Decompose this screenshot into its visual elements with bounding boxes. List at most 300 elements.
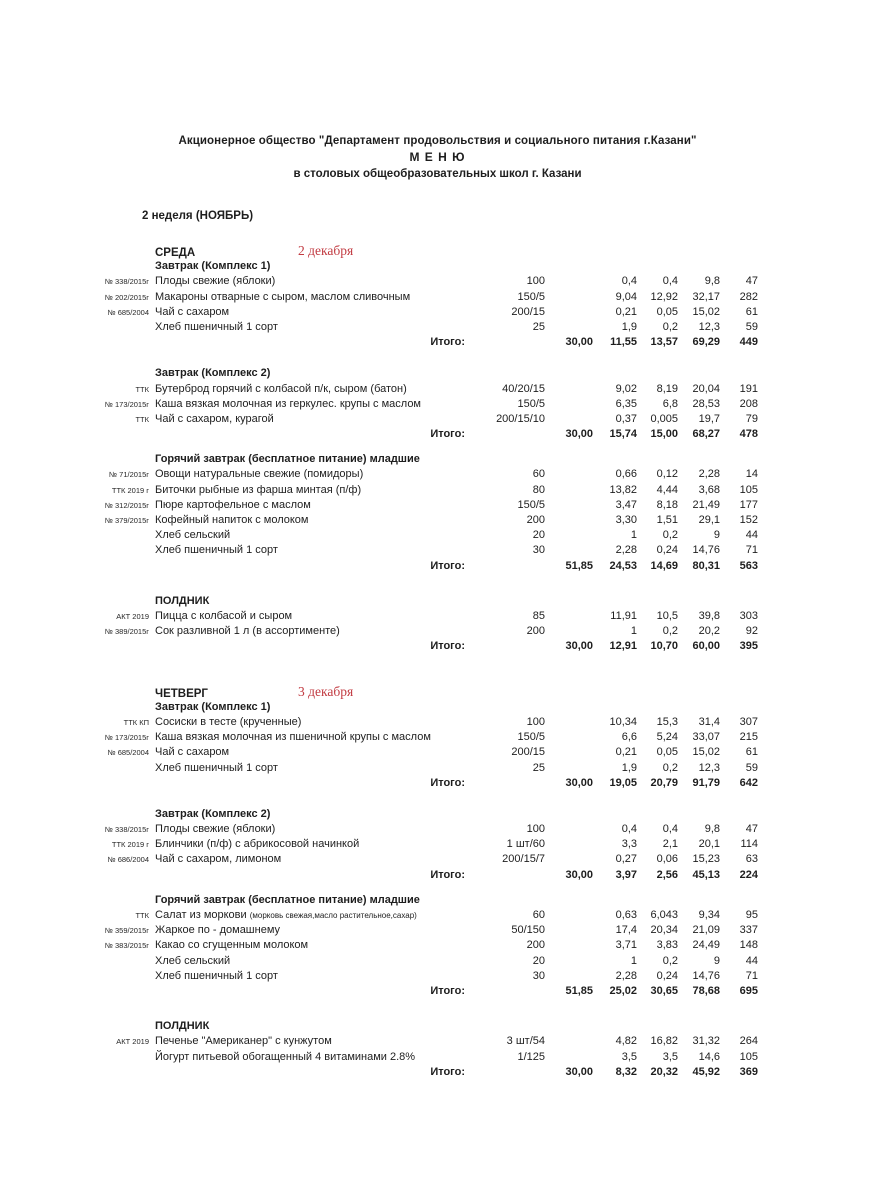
item-fat: 4,44 <box>656 483 678 496</box>
section-title: ПОЛДНИК <box>155 594 210 607</box>
item-fat: 20,34 <box>650 924 678 937</box>
menu-item-row <box>87 624 875 639</box>
item-name-note: (морковь свежая,масло растительное,сахар) <box>249 911 417 921</box>
totals-kcal: 395 <box>739 640 758 653</box>
item-recipe-ref <box>87 969 155 984</box>
meal-section <box>87 594 875 655</box>
item-name-text: Хлеб сельский <box>155 529 231 542</box>
totals-protein: 19,05 <box>609 776 637 789</box>
item-fat: 0,005 <box>650 412 678 425</box>
item-portion: 60 <box>532 468 545 481</box>
item-name <box>155 382 487 398</box>
item-portion: 200 <box>526 939 545 952</box>
item-price <box>545 528 593 543</box>
item-name-text: Хлеб пшеничный 1 сорт <box>155 761 278 774</box>
item-fat: 0,2 <box>662 761 678 774</box>
item-name <box>155 908 487 924</box>
totals-fat: 2,56 <box>656 868 678 881</box>
item-kcal: 148 <box>739 939 758 952</box>
item-carbs: 9,8 <box>704 275 720 288</box>
item-kcal: 282 <box>739 290 758 303</box>
item-fat: 0,4 <box>662 275 678 288</box>
totals-fat: 30,65 <box>650 984 678 997</box>
menu-item-row <box>87 609 875 624</box>
item-recipe-ref <box>87 954 155 969</box>
item-kcal: 307 <box>739 715 758 728</box>
meal-section <box>87 807 875 883</box>
menu-item-row <box>87 730 875 745</box>
totals-protein: 25,02 <box>609 984 637 997</box>
item-kcal: 59 <box>745 761 758 774</box>
item-name <box>155 624 487 640</box>
item-recipe-ref: ТТК <box>135 414 149 424</box>
item-name-text: Каша вязкая молочная из геркулес. крупы с маслом <box>155 397 421 410</box>
totals-protein: 12,91 <box>609 640 637 653</box>
item-fat: 0,2 <box>662 529 678 542</box>
totals-carbs: 69,29 <box>692 336 720 349</box>
item-fat: 10,5 <box>656 610 678 622</box>
item-protein: 9,04 <box>615 290 637 303</box>
totals-protein: 3,97 <box>615 868 637 881</box>
item-price <box>545 467 593 483</box>
menu-item-row <box>87 320 875 335</box>
item-protein: 1,9 <box>621 761 637 774</box>
item-name <box>155 730 487 746</box>
item-portion: 150/5 <box>517 731 545 744</box>
item-carbs: 14,76 <box>692 544 720 557</box>
handwritten-date-annotation: 3 декабря <box>298 683 354 699</box>
totals-kcal: 224 <box>739 868 758 881</box>
item-protein: 0,4 <box>621 823 637 836</box>
item-name <box>155 852 487 868</box>
menu-item-row <box>87 715 875 730</box>
item-name-text: Чай с сахаром, курагой <box>155 412 274 425</box>
totals-row <box>87 335 875 350</box>
menu-item-row <box>87 1034 875 1049</box>
totals-fat: 14,69 <box>650 559 678 572</box>
item-price <box>545 923 593 939</box>
handwritten-date-annotation: 2 декабря <box>298 243 354 258</box>
totals-label: Итого: <box>430 776 465 789</box>
day-header <box>87 244 875 259</box>
menu-item-row <box>87 483 875 498</box>
totals-row <box>87 639 875 654</box>
item-name-text: Овощи натуральные свежие (помидоры) <box>155 468 364 481</box>
item-kcal: 61 <box>745 305 758 318</box>
item-name-text: Салат из моркови <box>155 909 247 922</box>
item-carbs: 9 <box>713 954 720 967</box>
item-name <box>155 1050 487 1065</box>
item-protein: 2,28 <box>615 544 637 557</box>
totals-price: 30,00 <box>565 1065 593 1078</box>
item-protein: 1,9 <box>621 320 637 333</box>
item-portion: 3 шт/54 <box>506 1035 545 1048</box>
item-recipe-ref <box>87 1050 155 1065</box>
item-name-text: Жаркое по - домашнему <box>155 924 281 937</box>
item-recipe-ref: № 173/2015г <box>104 733 149 743</box>
item-protein: 0,21 <box>615 746 637 759</box>
item-carbs: 32,17 <box>692 290 720 303</box>
item-fat: 0,12 <box>656 468 678 481</box>
menu-item-row <box>87 513 875 528</box>
item-portion: 200 <box>526 625 545 638</box>
item-fat: 3,5 <box>662 1050 678 1063</box>
section-title: Завтрак (Комплекс 1) <box>155 260 271 273</box>
item-kcal: 215 <box>739 731 758 744</box>
item-fat: 0,2 <box>662 954 678 967</box>
item-price <box>545 397 593 413</box>
item-price <box>545 715 593 731</box>
menu-item-row <box>87 852 875 867</box>
totals-price: 51,85 <box>565 984 593 997</box>
item-recipe-ref: ТТК 2019 г <box>111 840 149 850</box>
totals-row <box>87 427 875 442</box>
totals-portion-spacer <box>487 776 545 791</box>
item-recipe-ref: ТТК 2019 г <box>111 485 149 495</box>
item-carbs: 21,49 <box>692 498 720 511</box>
item-price <box>545 483 593 499</box>
item-name-text: Хлеб пшеничный 1 сорт <box>155 969 278 982</box>
page-subtitle: в столовых общеобразовательных школ г. Казани <box>293 168 582 180</box>
totals-portion-spacer <box>487 335 545 350</box>
item-fat: 0,05 <box>656 305 678 318</box>
item-name-text: Блинчики (п/ф) с абрикосовой начинкой <box>155 838 360 851</box>
item-name <box>155 954 487 969</box>
item-kcal: 105 <box>739 1050 758 1063</box>
item-recipe-ref: № 202/2015г <box>104 292 149 302</box>
item-portion: 150/5 <box>517 397 545 410</box>
totals-label: Итого: <box>430 428 465 441</box>
item-name <box>155 290 487 306</box>
item-carbs: 9 <box>713 529 720 542</box>
totals-row <box>87 776 875 791</box>
menu-item-row <box>87 274 875 289</box>
item-name-text: Бутерброд горячий с колбасой п/к, сыром (батон) <box>155 382 407 395</box>
item-recipe-ref: № 71/2015г <box>109 470 149 480</box>
item-fat: 1,51 <box>656 514 678 527</box>
item-price <box>545 290 593 306</box>
item-protein: 3,30 <box>615 514 637 527</box>
item-price <box>545 954 593 969</box>
item-portion: 1/125 <box>517 1050 545 1063</box>
item-fat: 0,2 <box>662 625 678 638</box>
item-carbs: 20,1 <box>698 838 720 851</box>
item-fat: 16,82 <box>650 1035 678 1048</box>
item-kcal: 71 <box>745 544 758 557</box>
item-carbs: 12,3 <box>698 320 720 333</box>
menu-item-row <box>87 761 875 776</box>
item-kcal: 44 <box>745 529 758 542</box>
item-fat: 6,8 <box>662 397 678 410</box>
item-protein: 0,37 <box>615 412 637 425</box>
item-kcal: 303 <box>739 610 758 622</box>
totals-kcal: 695 <box>739 984 758 997</box>
totals-fat: 20,32 <box>650 1065 678 1078</box>
item-name-text: Йогурт питьевой обогащенный 4 витаминами 2.8% <box>155 1050 416 1063</box>
item-protein: 3,3 <box>621 838 637 851</box>
totals-row <box>87 868 875 883</box>
totals-kcal: 642 <box>739 776 758 789</box>
item-portion: 150/5 <box>517 290 545 303</box>
item-carbs: 9,34 <box>698 909 720 922</box>
menu-item-row <box>87 543 875 558</box>
organization-title: Акционерное общество "Департамент продовольствия и социального питания г.Казани" <box>178 135 697 147</box>
meal-section <box>87 700 875 791</box>
item-fat: 0,2 <box>662 320 678 333</box>
item-carbs: 29,1 <box>698 514 720 527</box>
item-price <box>545 1034 593 1050</box>
item-protein: 0,63 <box>615 909 637 922</box>
totals-portion-spacer <box>487 427 545 442</box>
item-protein: 0,66 <box>615 468 637 481</box>
menu-item-row <box>87 305 875 320</box>
item-carbs: 39,8 <box>698 610 720 622</box>
menu-item-row <box>87 1050 875 1065</box>
item-price <box>545 305 593 321</box>
menu-item-row <box>87 290 875 305</box>
item-name-text: Хлеб пшеничный 1 сорт <box>155 544 278 557</box>
item-name <box>155 938 487 954</box>
item-protein: 2,28 <box>615 969 637 982</box>
item-kcal: 177 <box>739 498 758 511</box>
totals-protein: 8,32 <box>615 1065 637 1078</box>
item-recipe-ref: № 338/2015г <box>104 277 149 287</box>
item-protein: 11,91 <box>610 610 637 622</box>
item-recipe-ref <box>87 528 155 543</box>
item-name-text: Сосиски в тесте (крученные) <box>155 715 302 728</box>
item-portion: 60 <box>532 909 545 922</box>
item-price <box>545 908 593 924</box>
section-title: Завтрак (Комплекс 1) <box>155 700 271 713</box>
totals-label: Итого: <box>430 640 465 653</box>
item-portion: 1 шт/60 <box>506 838 545 851</box>
totals-price: 30,00 <box>565 640 593 653</box>
item-carbs: 28,53 <box>692 397 720 410</box>
item-recipe-ref: № 383/2015г <box>104 941 149 951</box>
totals-price: 30,00 <box>565 776 593 789</box>
meal-section <box>87 1019 875 1080</box>
item-kcal: 14 <box>745 468 758 481</box>
item-carbs: 21,09 <box>692 924 720 937</box>
item-name-text: Чай с сахаром, лимоном <box>155 853 282 866</box>
meal-section <box>87 893 875 999</box>
item-name <box>155 837 487 853</box>
day-header <box>87 685 875 700</box>
item-carbs: 14,76 <box>692 969 720 982</box>
item-price <box>545 761 593 776</box>
section-title: ПОЛДНИК <box>155 1020 210 1033</box>
totals-portion-spacer <box>487 1065 545 1080</box>
totals-row <box>87 984 875 999</box>
item-name-text: Плоды свежие (яблоки) <box>155 275 276 288</box>
item-name-text: Хлеб сельский <box>155 954 231 967</box>
item-name <box>155 822 487 838</box>
menu-item-row <box>87 397 875 412</box>
item-fat: 2,1 <box>662 838 678 851</box>
item-carbs: 19,7 <box>698 412 720 425</box>
item-kcal: 47 <box>745 275 758 288</box>
day-title: ЧЕТВЕРГ <box>155 687 208 700</box>
item-price <box>545 1050 593 1065</box>
item-recipe-ref: № 685/2004 <box>107 307 149 317</box>
item-price <box>545 609 593 625</box>
day-block <box>87 685 875 1080</box>
totals-portion-spacer <box>487 984 545 999</box>
item-name-text: Сок разливной 1 л (в ассортименте) <box>155 625 340 638</box>
totals-carbs: 45,92 <box>692 1065 720 1078</box>
item-portion: 40/20/15 <box>502 382 545 395</box>
item-name <box>155 969 487 984</box>
menu-item-row <box>87 822 875 837</box>
menu-item-row <box>87 938 875 953</box>
totals-label: Итого: <box>430 336 465 349</box>
item-protein: 6,6 <box>621 731 637 744</box>
item-recipe-ref: № 379/2015г <box>104 516 149 526</box>
item-portion: 85 <box>532 610 545 622</box>
item-recipe-ref: № 389/2015г <box>104 627 149 637</box>
totals-carbs: 60,00 <box>692 640 720 653</box>
item-portion: 100 <box>526 715 545 728</box>
totals-row <box>87 559 875 574</box>
item-kcal: 337 <box>739 924 758 937</box>
item-kcal: 63 <box>745 853 758 866</box>
item-protein: 1 <box>630 529 637 542</box>
item-price <box>545 412 593 428</box>
section-title: Завтрак (Комплекс 2) <box>155 367 271 380</box>
item-name <box>155 513 487 529</box>
totals-fat: 13,57 <box>650 336 678 349</box>
totals-kcal: 449 <box>739 336 758 349</box>
item-carbs: 15,02 <box>692 746 720 759</box>
totals-kcal: 369 <box>739 1065 758 1078</box>
item-name-text: Биточки рыбные из фарша минтая (п/ф) <box>155 483 362 496</box>
item-carbs: 31,32 <box>692 1035 720 1048</box>
day-title: СРЕДА <box>155 247 196 259</box>
item-name <box>155 543 487 558</box>
totals-carbs: 45,13 <box>692 868 720 881</box>
item-price <box>545 730 593 746</box>
item-portion: 150/5 <box>517 498 545 511</box>
totals-protein: 24,53 <box>609 559 637 572</box>
item-name <box>155 528 487 543</box>
totals-protein: 15,74 <box>609 428 637 441</box>
item-portion: 200/15/7 <box>502 853 545 866</box>
item-price <box>545 498 593 514</box>
item-price <box>545 320 593 335</box>
item-price <box>545 624 593 640</box>
menu-body <box>0 244 875 1080</box>
item-portion: 25 <box>532 761 545 774</box>
item-fat: 5,24 <box>656 731 678 744</box>
item-name <box>155 397 487 413</box>
page-title: М Е Н Ю <box>409 150 466 164</box>
item-protein: 9,02 <box>615 382 637 395</box>
item-name <box>155 320 487 335</box>
item-protein: 0,4 <box>621 275 637 288</box>
item-kcal: 152 <box>739 514 758 527</box>
item-name-text: Макароны отварные с сыром, маслом сливочным <box>155 290 411 303</box>
item-name <box>155 498 487 514</box>
item-fat: 0,05 <box>656 746 678 759</box>
item-fat: 6,043 <box>650 909 678 922</box>
item-name <box>155 609 487 625</box>
item-carbs: 12,3 <box>698 761 720 774</box>
item-fat: 8,19 <box>656 382 678 395</box>
item-name-text: Плоды свежие (яблоки) <box>155 823 276 836</box>
item-portion: 25 <box>532 320 545 333</box>
item-recipe-ref: АКТ 2019 <box>116 612 149 621</box>
item-portion: 30 <box>532 969 545 982</box>
item-protein: 1 <box>630 625 637 638</box>
item-carbs: 15,23 <box>692 853 720 866</box>
item-carbs: 20,2 <box>698 625 720 638</box>
item-recipe-ref: ТТК <box>135 911 149 921</box>
item-recipe-ref: № 359/2015г <box>104 926 149 936</box>
item-kcal: 47 <box>745 823 758 836</box>
section-title: Горячий завтрак (бесплатное питание) младшие <box>155 453 420 466</box>
totals-carbs: 80,31 <box>692 559 720 572</box>
item-price <box>545 745 593 761</box>
item-name-text: Пицца с колбасой и сыром <box>155 610 293 622</box>
item-kcal: 208 <box>739 397 758 410</box>
item-fat: 15,3 <box>656 715 678 728</box>
meal-section <box>87 366 875 442</box>
item-fat: 3,83 <box>656 939 678 952</box>
item-fat: 12,92 <box>650 290 678 303</box>
item-recipe-ref: № 338/2015г <box>104 825 149 835</box>
totals-price: 51,85 <box>565 559 593 572</box>
item-name-text: Кофейный напиток с молоком <box>155 514 309 527</box>
totals-label: Итого: <box>430 984 465 997</box>
totals-portion-spacer <box>487 639 545 654</box>
totals-price: 30,00 <box>565 336 593 349</box>
item-kcal: 114 <box>740 838 758 851</box>
item-protein: 3,71 <box>615 939 637 952</box>
item-portion: 50/150 <box>511 924 545 937</box>
menu-item-row <box>87 528 875 543</box>
item-recipe-ref: № 686/2004 <box>107 855 149 865</box>
menu-item-row <box>87 923 875 938</box>
item-kcal: 71 <box>745 969 758 982</box>
item-name-text: Какао со сгущенным молоком <box>155 939 309 952</box>
item-name <box>155 745 487 761</box>
item-recipe-ref: № 685/2004 <box>107 748 149 758</box>
item-price <box>545 543 593 558</box>
totals-fat: 20,79 <box>650 776 678 789</box>
item-name <box>155 1034 487 1050</box>
item-price <box>545 837 593 853</box>
item-portion: 20 <box>532 529 545 542</box>
item-fat: 0,06 <box>656 853 678 866</box>
item-fat: 0,4 <box>662 823 678 836</box>
item-price <box>545 852 593 868</box>
menu-item-row <box>87 412 875 427</box>
item-carbs: 3,68 <box>698 483 720 496</box>
totals-protein: 11,55 <box>610 336 637 349</box>
menu-item-row <box>87 908 875 923</box>
item-recipe-ref: № 173/2015г <box>104 399 149 409</box>
item-name <box>155 467 487 483</box>
item-portion: 20 <box>532 954 545 967</box>
item-kcal: 79 <box>745 412 758 425</box>
item-price <box>545 513 593 529</box>
item-portion: 100 <box>526 275 545 288</box>
item-portion: 80 <box>532 483 545 496</box>
totals-portion-spacer <box>487 868 545 883</box>
totals-kcal: 478 <box>739 428 758 441</box>
item-name-text: Хлеб пшеничный 1 сорт <box>155 320 278 333</box>
menu-item-row <box>87 382 875 397</box>
